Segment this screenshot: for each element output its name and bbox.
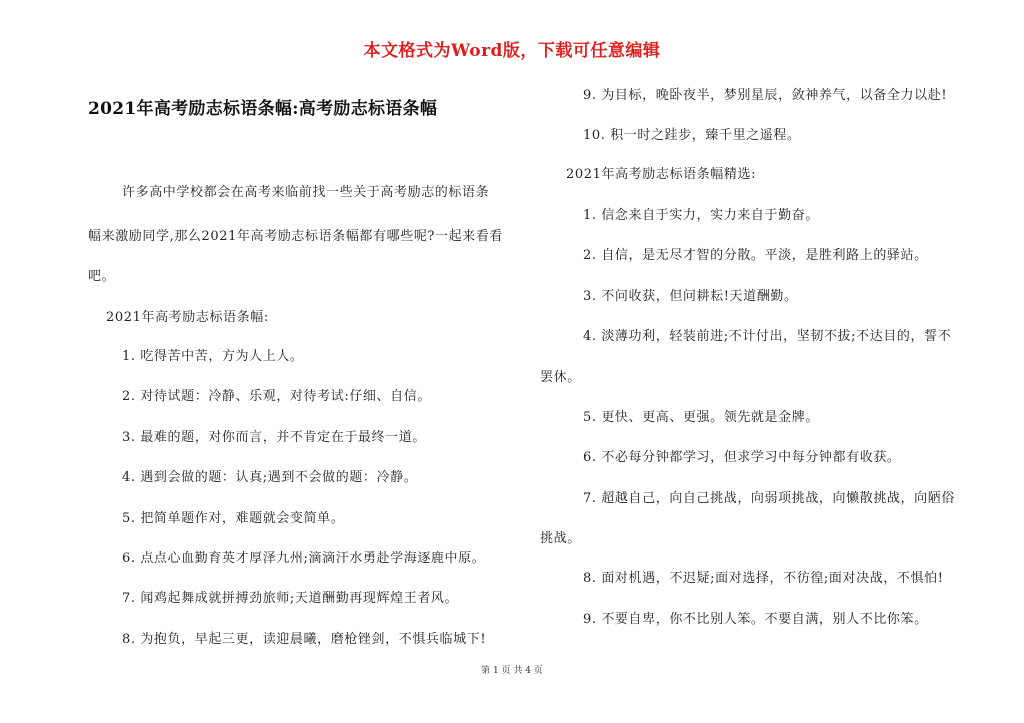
intro-line-2: 幅来激励同学,那么2021年高考励志标语条幅都有哪些呢?一起来看看: [88, 229, 503, 244]
list-item-continuation: 罢休。: [540, 370, 581, 385]
list-item: 3. 最难的题，对你而言，并不肯定在于最终一道。: [122, 430, 426, 445]
list-item: 2. 自信，是无尽才智的分散。平淡，是胜利路上的驿站。: [583, 248, 928, 263]
list-item: 8. 为抱负，早起三更，读迎晨曦，磨枪锉剑，不惧兵临城下!: [122, 632, 487, 647]
page-footer: 第 1 页 共 4 页: [481, 666, 543, 676]
list-item: 5. 更快、更高、更强。领先就是金牌。: [583, 410, 819, 425]
format-banner: 本文格式为Word版，下载可任意编辑: [363, 41, 661, 61]
right-section-heading: 2021年高考励志标语条幅精选:: [566, 167, 757, 182]
left-section-heading: 2021年高考励志标语条幅:: [106, 310, 269, 325]
list-item: 10. 积一时之跬步，臻千里之遥程。: [583, 128, 801, 143]
list-item: 7. 闻鸡起舞成就拼搏劲旅师;天道酬勤再现辉煌王者风。: [122, 591, 459, 606]
list-item: 9. 不要自卑，你不比别人笨。不要自满，别人不比你笨。: [583, 612, 928, 627]
list-item: 4. 遇到会做的题：认真;遇到不会做的题：冷静。: [122, 470, 418, 485]
document-title: 2021年高考励志标语条幅:高考励志标语条幅: [88, 99, 438, 119]
list-item: 6. 不必每分钟都学习，但求学习中每分钟都有收获。: [583, 450, 901, 465]
list-item: 2. 对待试题：冷静、乐观，对待考试:仔细、自信。: [122, 389, 431, 404]
list-item: 3. 不问收获，但问耕耘!天道酬勤。: [583, 289, 798, 304]
list-item: 6. 点点心血勤育英才厚泽九州;滴滴汗水勇赴学海逐鹿中原。: [122, 551, 486, 566]
list-item: 8. 面对机遇，不迟疑;面对选择，不彷徨;面对决战，不惧怕!: [583, 571, 944, 586]
intro-line-1: 许多高中学校都会在高考来临前找一些关于高考励志的标语条: [122, 185, 490, 200]
list-item: 7. 超越自己，向自己挑战，向弱项挑战，向懒散挑战，向陋俗: [583, 491, 955, 506]
list-item: 5. 把简单题作对，难题就会变简单。: [122, 511, 345, 526]
list-item: 9. 为目标，晚卧夜半，梦别星辰，敛神养气，以备全力以赴!: [583, 88, 948, 103]
intro-line-3: 吧。: [88, 269, 116, 284]
list-item-continuation: 挑战。: [540, 531, 581, 546]
list-item: 4. 淡薄功利，轻装前进;不计付出，坚韧不拔;不达目的，誓不: [583, 329, 952, 344]
list-item: 1. 吃得苦中苦，方为人上人。: [122, 349, 304, 364]
list-item: 1. 信念来自于实力，实力来自于勤奋。: [583, 208, 819, 223]
